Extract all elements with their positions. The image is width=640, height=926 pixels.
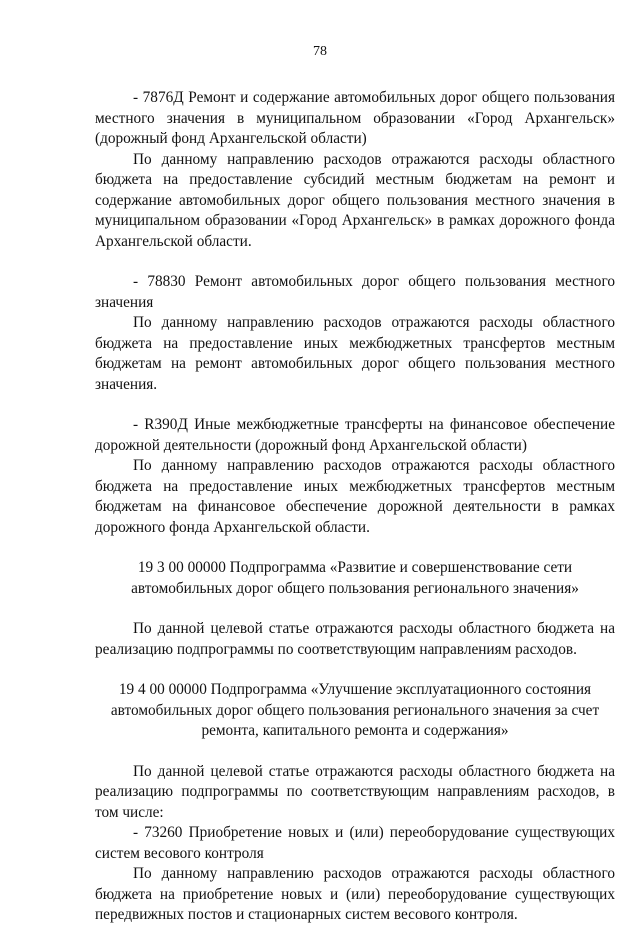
- page-number: 78: [313, 44, 327, 59]
- subprogram-19-4-heading: 19 4 00 00000 Подпрограмма «Улучшение эксплуатационного состояния автомобильных дорог общего пользования регионального значения за счет ремонта, капитального ремонта и содержания»: [110, 681, 600, 739]
- paragraph-73260-heading: - 73260 Приобретение новых и (или) переоборудование существующих систем весового контроля: [95, 824, 615, 862]
- subprogram-19-3-heading: 19 3 00 00000 Подпрограмма «Развитие и совершенствование сети автомобильных дорог общего пользования регионального значения»: [131, 559, 579, 597]
- paragraph-r390d-heading: - R390Д Иные межбюджетные трансферты на финансовое обеспечение дорожной деятельности (дорожный фонд Архангельской области): [95, 416, 615, 454]
- subprogram-19-3-text: По данной целевой статье отражаются расходы областного бюджета на реализацию подпрограммы по соответствующим направлениям расходов.: [95, 620, 615, 658]
- paragraph-r390d-text: По данному направлению расходов отражаются расходы областного бюджета на предоставление иных межбюджетных трансфертов местным бюджетам на финансовое обеспечение дорожной деятельности в рамках дорожного фонда Архангельской области.: [95, 457, 615, 536]
- paragraph-78830-text: По данному направлению расходов отражаются расходы областного бюджета на предоставление иных межбюджетных трансфертов местным бюджетам на ремонт автомобильных дорог общего пользования местного значения.: [95, 314, 615, 393]
- paragraph-78830-heading: - 78830 Ремонт автомобильных дорог общего пользования местного значения: [95, 273, 615, 311]
- paragraph-73260-text: По данному направлению расходов отражаются расходы областного бюджета на приобретение новых и (или) переоборудование существующих передвижных постов и стационарных систем весового контроля.: [95, 865, 615, 923]
- subprogram-19-4-text: По данной целевой статье отражаются расходы областного бюджета на реализацию подпрограммы по соответствующим направлениям расходов, в том числе:: [95, 762, 615, 821]
- document-body: [95, 88, 615, 926]
- paragraph-7876d-text: По данному направлению расходов отражаются расходы областного бюджета на предоставление субсидий местным бюджетам на ремонт и содержание автомобильных дорог общего пользования местного значения в муниципальном образовании «Город Архангельск» в рамках дорожного фонда Архангельской области.: [95, 150, 615, 250]
- paragraph-7876d-heading: - 7876Д Ремонт и содержание автомобильных дорог общего пользования местного значения в муниципальном образовании «Город Архангельск» (дорожный фонд Архангельской области): [95, 89, 615, 147]
